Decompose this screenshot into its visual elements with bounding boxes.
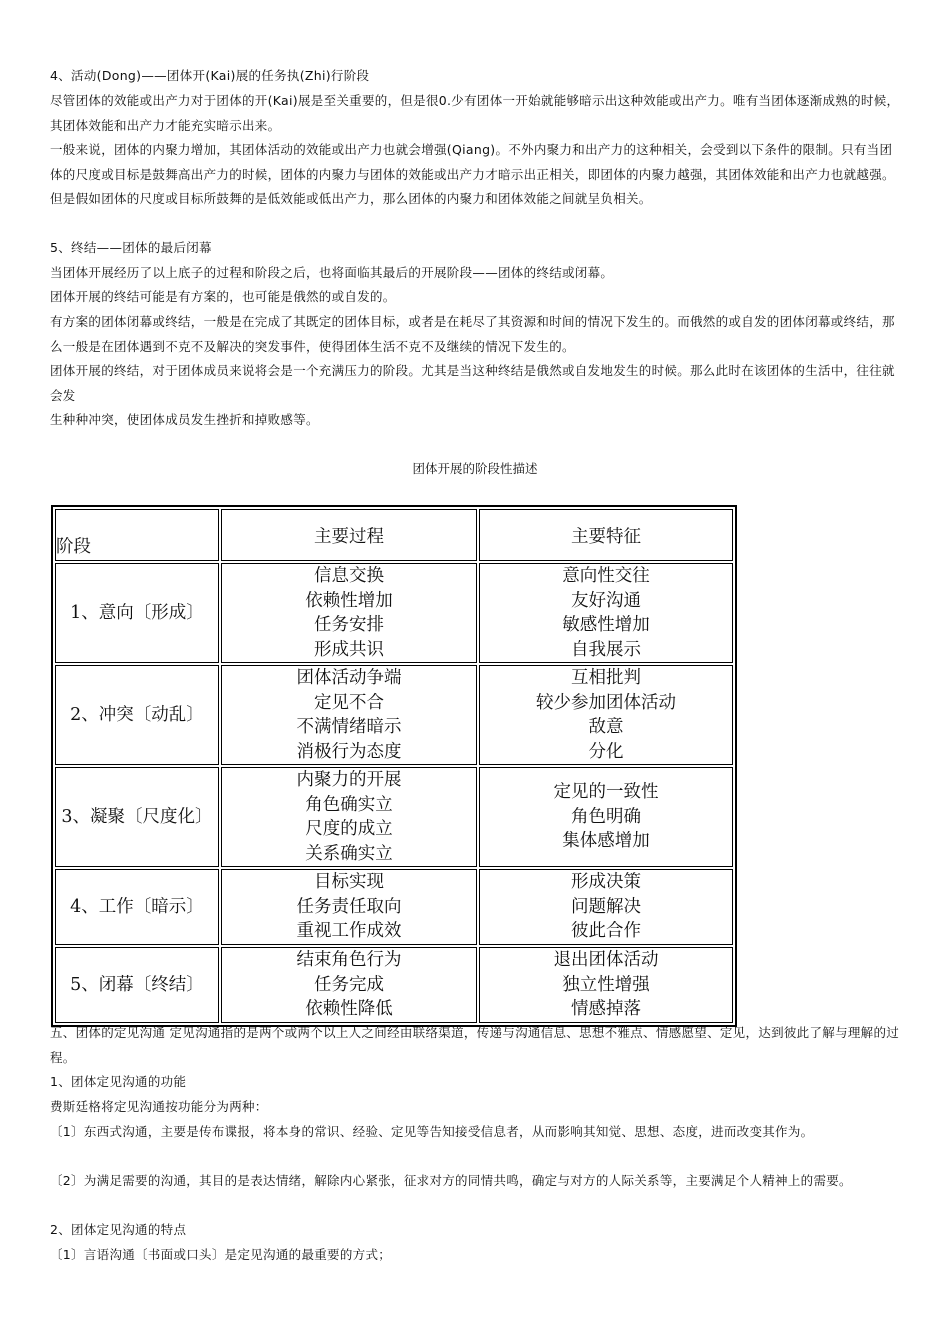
stage-cell: 4、工作〔暗示〕: [55, 869, 219, 945]
features-cell: [479, 869, 733, 945]
table-row: [55, 563, 733, 663]
paragraph-verbal: 〔1〕言语沟通〔书面或口头〕是定见沟通的最重要的方式；: [50, 1247, 392, 1262]
feature-item: 分化: [588, 741, 624, 762]
paragraph-efficiency: 尽管团体的效能或出产力对于团体的开(Kai)展是至关重要的，但是很0.少有团体一开始就能够暗示出这种效能或出产力。唯有当团体逐渐成熟的时候，其团体效能和出产力才能充实暗示出来。: [50, 93, 900, 133]
paragraph-stress: 团体开展的终结，对于团体成员来说将会是一个充满压力的阶段。尤其是当这种终结是俄然或自发地发生的时候。那么此时在该团体的生活中，往往就会发: [50, 363, 895, 403]
feature-item: 形成决策: [571, 872, 641, 893]
heading-termination-stage: 5、终结——团体的最后闭幕: [50, 240, 212, 255]
feature-item: 问题解决: [571, 896, 641, 917]
process-item: 团体活动争端: [296, 668, 402, 688]
stage-cell: 5、闭幕〔终结〕: [55, 947, 219, 1023]
feature-item: 意向性交往: [562, 566, 650, 586]
feature-item: 互相批判: [571, 668, 641, 688]
process-cell: [221, 665, 477, 765]
stages-table: [51, 505, 737, 1027]
paragraph-final-stage: 当团体开展经历了以上底子的过程和阶段之后，也将面临其最后的开展阶段——团体的终结或闭幕。: [50, 265, 614, 280]
feature-item: 敏感性增加: [562, 615, 650, 635]
process-item: 不满情绪暗示: [296, 717, 402, 737]
feature-item: 独立性增强: [562, 974, 650, 995]
process-item: 关系确实立: [305, 843, 393, 864]
stage-cell: 1、意向〔形成〕: [55, 563, 219, 663]
paragraph-needs: 〔2〕为满足需要的沟通，其目的是表达情绪，解除内心紧张，征求对方的同情共鸣，确定与对方的人际关系等，主要满足个人精神上的需要。: [50, 1173, 852, 1188]
features-cell: [479, 563, 733, 663]
features-cell: [479, 947, 733, 1023]
process-cell: [221, 767, 477, 867]
paragraph-festinger: 费斯廷格将定见沟通按功能分为两种：: [50, 1099, 268, 1114]
table-row: [55, 767, 733, 867]
feature-item: 角色明确: [571, 806, 641, 827]
paragraph-communication: 五、团体的定见沟通 定见沟通指的是两个或两个以上人之间经由联络渠道，传递与沟通信息、思想不雅点、情感愿望、定见，达到彼此了解与理解的过程。: [50, 1025, 900, 1065]
feature-item: 彼此合作: [571, 921, 641, 942]
process-item: 依赖性降低: [305, 999, 393, 1020]
process-item: 任务责任取向: [296, 896, 402, 917]
process-item: 定见不合: [314, 692, 384, 713]
stage-cell: 3、凝聚〔尺度化〕: [55, 767, 219, 867]
table-row: [55, 665, 733, 765]
paragraph-planned-or-sudden: 团体开展的终结可能是有方案的，也可能是俄然的或自发的。: [50, 289, 396, 304]
header-stage: 阶段: [55, 509, 219, 561]
process-item: 内聚力的开展: [296, 770, 402, 790]
process-cell: [221, 869, 477, 945]
paragraph-planned-dissolution: 有方案的团体闭幕或终结，一般是在完成了其既定的团体目标，或者是在耗尽了其资源和时间的情况下发生的。而俄然的或自发的团体闭幕或终结，那么一般是在团体遇到不克不及解决的突发事件，使得团体生活不克不及继续的情况下发生的。: [50, 314, 895, 354]
feature-item: 自我展示: [571, 639, 641, 660]
features-cell: [479, 767, 733, 867]
features-cell: [479, 665, 733, 765]
feature-item: 定见的一致性: [553, 782, 659, 803]
process-item: 任务安排: [314, 615, 384, 635]
paragraph-instrumental: 〔1〕东西式沟通，主要是传布谍报，将本身的常识、经验、定见等告知接受信息者，从而影响其知觉、思想、态度，进而改变其作为。: [50, 1124, 814, 1139]
process-item: 角色确实立: [305, 794, 393, 815]
process-item: 信息交换: [314, 566, 384, 586]
heading-communication-features: 2、团体定见沟通的特点: [50, 1222, 187, 1237]
stage-cell: 2、冲突〔动乱〕: [55, 665, 219, 765]
process-item: 依赖性增加: [305, 590, 393, 611]
table-caption: 团体开展的阶段性描述: [412, 461, 538, 476]
process-cell: [221, 947, 477, 1023]
process-item: 重视工作成效: [296, 921, 402, 942]
paragraph-cohesion: 一般来说，团体的内聚力增加，其团体活动的效能或出产力也就会增强(Qiang)。不外内聚力和出产力的这种相关，会受到以下条件的限制。只有当团体的尺度或目标是鼓舞高出产力的时候，团体的内聚力与团体的效能或出产力才暗示出正相关，即团体的内聚力越强，其团体效能和出产力也就越强。但是假如团体的尺度或目标所鼓舞的是低效能或低出产力，那么团体的内聚力和团体效能之间就呈负相关。: [50, 142, 895, 206]
header-features: 主要特征: [479, 509, 733, 561]
feature-item: 友好沟通: [571, 590, 641, 611]
paragraph-conflict: 生种种冲突，使团体成员发生挫折和掉败感等。: [50, 412, 319, 427]
feature-item: 退出团体活动: [553, 950, 659, 971]
feature-item: 情感掉落: [571, 999, 641, 1020]
process-item: 结束角色行为: [296, 950, 402, 971]
feature-item: 较少参加团体活动: [536, 692, 676, 713]
table-row: [55, 869, 733, 945]
table-header-row: [55, 509, 733, 561]
feature-item: 敌意: [588, 717, 624, 737]
feature-item: 集体感增加: [562, 831, 650, 852]
process-item: 任务完成: [314, 974, 384, 995]
heading-activity-stage: 4、活动(Dong)——团体开(Kai)展的任务执(Zhi)行阶段: [50, 68, 370, 83]
header-process: 主要过程: [221, 509, 477, 561]
heading-communication-function: 1、团体定见沟通的功能: [50, 1074, 187, 1089]
process-item: 尺度的成立: [305, 819, 393, 839]
process-item: 消极行为态度: [296, 741, 402, 762]
process-cell: [221, 563, 477, 663]
process-item: 形成共识: [314, 639, 384, 660]
table-row: [55, 947, 733, 1023]
process-item: 目标实现: [314, 872, 384, 893]
